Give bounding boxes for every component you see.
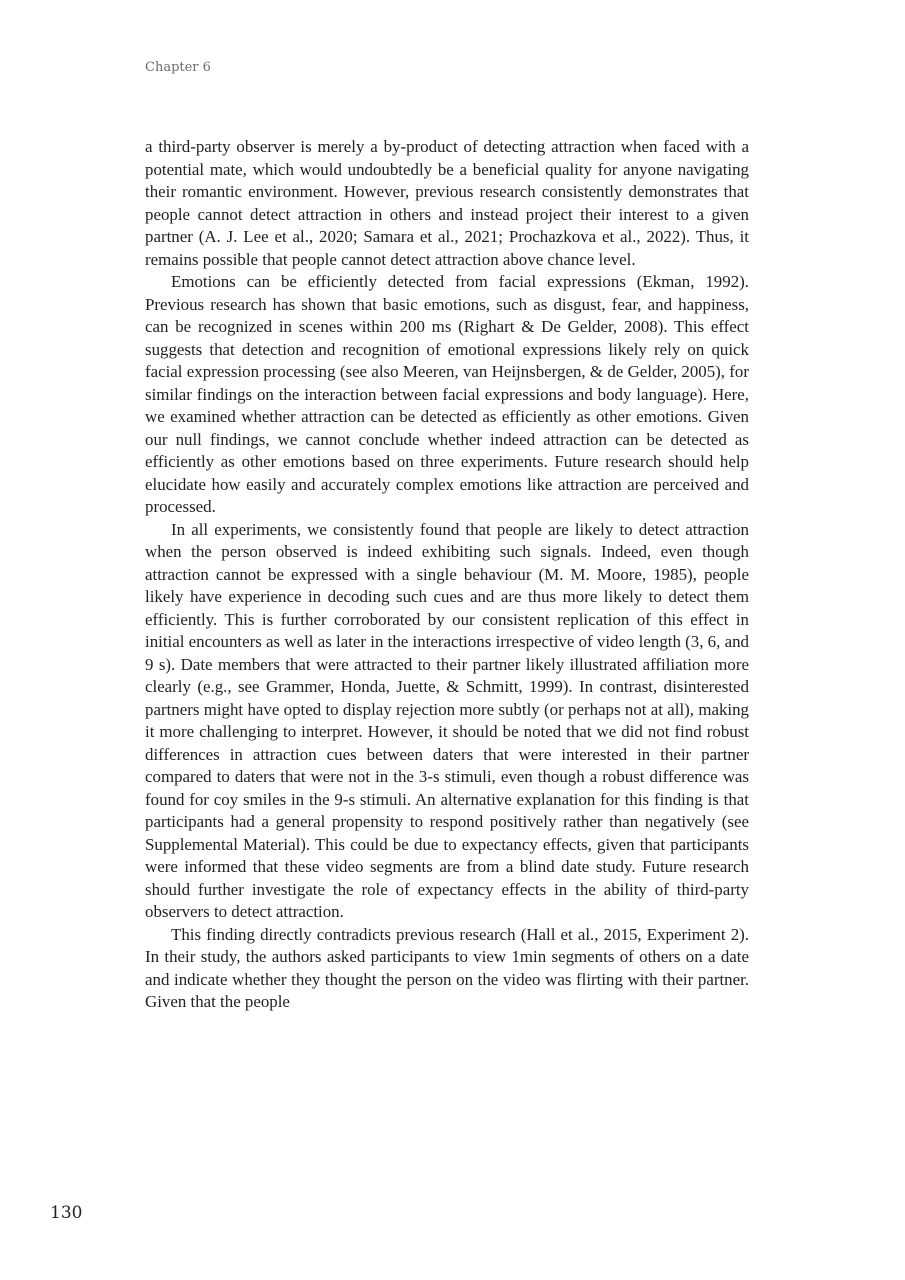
paragraph-1: a third-party observer is merely a by-product of detecting attraction when faced with a potential mate, which would undoubtedly be a beneficial quality for anyone navigating their romantic environment. However, previous research consistently demonstrates that people cannot detect attraction in others and instead project their interest to a given partner (A. J. Lee et al., 2020; Samara et al., 2021; Prochazkova et al., 2022). Thus, it remains possible that people cannot detect attraction above chance level. [145, 137, 749, 269]
body-text [145, 136, 749, 1014]
paragraph-2: Emotions can be efficiently detected from facial expressions (Ekman, 1992). Previous research has shown that basic emotions, such as disgust, fear, and happiness, can be recognized in scenes within 200 ms (Righart & De Gelder, 2008). This effect suggests that detection and recognition of emotional expressions likely rely on quick facial expression processing (see also Meeren, van Heijnsbergen, & de Gelder, 2005), for similar findings on the interaction between facial expressions and body language). Here, we examined whether attraction can be detected as efficiently as other emotions. Given our null findings, we cannot conclude whether indeed attraction can be detected as efficiently as other emotions based on three experiments. Future research should help elucidate how easily and accurately complex emotions like attraction are perceived and processed. [145, 272, 749, 516]
page-number: 130 [50, 1203, 83, 1223]
running-head: Chapter 6 [145, 60, 211, 75]
paragraph-3: In all experiments, we consistently found that people are likely to detect attraction when the person observed is indeed exhibiting such signals. Indeed, even though attraction cannot be expressed with a single behaviour (M. M. Moore, 1985), people likely have experience in decoding such cues and are thus more likely to detect them efficiently. This is further corroborated by our consistent replication of this effect in initial encounters as well as later in the interactions irrespective of video length (3, 6, and 9 s). Date members that were attracted to their partner likely illustrated affiliation more clearly (e.g., see Grammer, Honda, Juette, & Schmitt, 1999). In contrast, disinterested partners might have opted to display rejection more subtly (or perhaps not at all), making it more challenging to interpret. However, it should be noted that we did not find robust differences in attraction cues between daters that were interested in their partner compared to daters that were not in the 3-s stimuli, even though a robust difference was found for coy smiles in the 9-s stimuli. An alternative explanation for this finding is that participants had a general propensity to respond positively rather than negatively (see Supplemental Material). This could be due to expectancy effects, given that participants were informed that these video segments are from a blind date study. Future research should further investigate the role of expectancy effects in the ability of third-party observers to detect attraction. [145, 519, 749, 921]
paragraph-4: This finding directly contradicts previous research (Hall et al., 2015, Experiment 2). In their study, the authors asked participants to view 1min segments of others on a date and indicate whether they thought the person on the video was flirting with their partner. Given that the people [145, 924, 749, 1011]
